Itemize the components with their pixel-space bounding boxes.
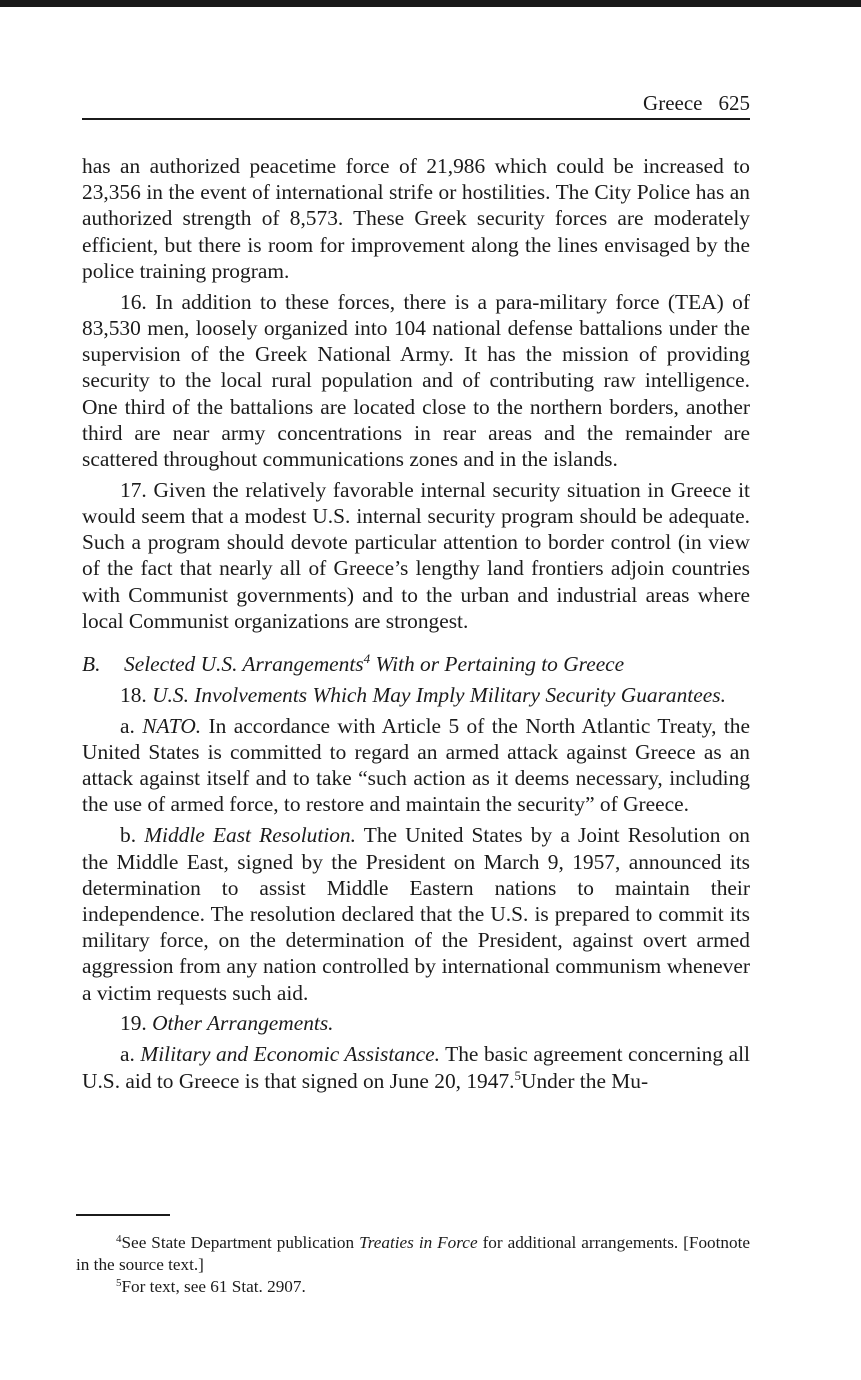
- footnote-4-italic: Treaties in Force: [359, 1233, 478, 1252]
- item-18-heading: U.S. Involvements Which May Imply Military Security Guarantees.: [152, 682, 726, 707]
- header-rule: [82, 118, 750, 120]
- footnote-ref-5: 5: [514, 1067, 521, 1083]
- item-19-number: 19.: [120, 1011, 153, 1036]
- footnote-4-marker: 4: [116, 1233, 122, 1245]
- item-19: [82, 1010, 750, 1036]
- paragraph-17: 17. Given the relatively favorable internal security situation in Greece it would seem that a modest U.S. internal security program should be adequate. Such a program should devote particular attention to border control (in view of the fact that nearly all of Greece’s lengthy land frontiers adjoin countries with Communist governments) and to the urban and industrial areas where local Communist organizations are strongest.: [82, 477, 750, 633]
- item-18a: [82, 713, 750, 818]
- item-18b-heading: Middle East Resolution.: [144, 823, 356, 848]
- section-b-heading: [82, 651, 750, 677]
- footnote-5-marker: 5: [116, 1277, 122, 1289]
- paragraph-continued: has an authorized peacetime force of 21,986 which could be increased to 23,356 in the event of international strife or hostilities. The City Police has an authorized strength of 8,573. These Greek security forces are moderately efficient, but there is room for improvement along the lines envisaged by the police training program.: [82, 154, 750, 283]
- item-19a-text-after: Under the Mu-: [521, 1068, 649, 1093]
- item-19-heading: Other Arrangements.: [152, 1011, 334, 1036]
- footnote-5: [76, 1276, 750, 1298]
- item-19a: [82, 1041, 750, 1093]
- running-header-title: Greece: [643, 91, 703, 115]
- item-19a-heading: Military and Economic Assistance.: [140, 1042, 440, 1067]
- footnote-4-text-after: for additional arrangements. [Footnote in the source text.]: [76, 1233, 750, 1274]
- footnote-ref-4: 4: [363, 651, 371, 667]
- page-number: 625: [718, 91, 750, 115]
- item-18: [82, 682, 750, 708]
- footnote-rule: [76, 1214, 170, 1216]
- main-text: [82, 153, 750, 1098]
- item-18b: [82, 822, 750, 1005]
- item-18a-text: In accordance with Article 5 of the North Atlantic Treaty, the United States is committed to regard an armed attack against Greece as an attack against itself and to take “such action as it deems necessary, including the use of armed force, to restore and maintain the security” of Greece.: [82, 713, 750, 817]
- item-18b-label: b.: [120, 823, 145, 848]
- item-18b-text: The United States by a Joint Resolution on the Middle East, signed by the President on March 9, 1957, announced its determination to assist Middle Eastern nations to maintain their independence. The resolution declared that the U.S. is prepared to commit its military force, on the determination of the President, against overt armed aggression from any nation controlled by international communism whenever a victim requests such aid.: [82, 823, 750, 1005]
- section-b-title-part1: Selected U.S. Arrangements: [124, 652, 364, 677]
- paragraph-16: 16. In addition to these forces, there is a para-military force (TEA) of 83,530 men, loosely organized into 104 national defense battalions under the supervision of the Greek National Army. It has the mission of providing security to the local rural population and of contributing raw intelligence. One third of the battalions are located close to the northern borders, another third are near army concentrations in rear areas and the remainder are scattered throughout communications zones and in the islands.: [82, 289, 750, 471]
- item-18a-label: a.: [120, 713, 143, 738]
- footnote-4-text-before: See State Department publication: [121, 1233, 360, 1252]
- section-b-letter: B.: [82, 652, 101, 677]
- running-header: [82, 89, 750, 117]
- footnote-5-text: For text, see 61 Stat. 2907.: [121, 1277, 306, 1296]
- item-18-number: 18.: [120, 682, 153, 707]
- page-top-edge: [0, 0, 861, 7]
- footnote-4: [76, 1232, 750, 1275]
- item-18a-heading: NATO.: [142, 713, 202, 738]
- footnotes: [76, 1232, 750, 1299]
- section-b-title-part2: With or Pertaining to Greece: [370, 652, 625, 677]
- item-19a-text: The basic agreement concerning all U.S. aid to Greece is that signed on June 20, 1947.: [82, 1042, 750, 1093]
- item-19a-label: a.: [120, 1042, 141, 1067]
